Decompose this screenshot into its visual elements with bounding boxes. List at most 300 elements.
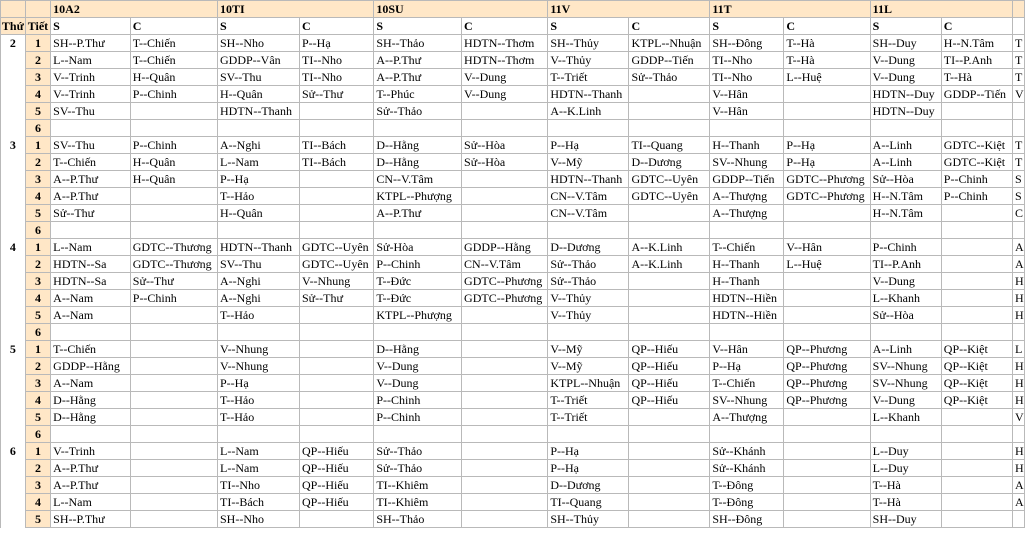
schedule-cell[interactable]: D--Hằng (374, 137, 462, 154)
schedule-cell[interactable] (629, 477, 710, 494)
schedule-cell[interactable]: A (1012, 239, 1024, 256)
schedule-cell[interactable]: H (1012, 460, 1024, 477)
schedule-cell[interactable]: H--Thanh (710, 273, 784, 290)
period-cell[interactable]: 3 (25, 69, 50, 86)
day-cell[interactable]: 4 (1, 239, 26, 256)
day-cell[interactable] (1, 273, 26, 290)
day-cell[interactable] (1, 358, 26, 375)
schedule-cell[interactable]: D--Hằng (374, 341, 462, 358)
session-header[interactable]: S (548, 18, 629, 35)
schedule-cell[interactable] (710, 120, 784, 137)
day-cell[interactable] (1, 69, 26, 86)
schedule-cell[interactable] (374, 324, 462, 341)
schedule-cell[interactable]: T--Hà (784, 52, 870, 69)
schedule-cell[interactable] (218, 426, 300, 443)
schedule-cell[interactable]: SV--Nhung (870, 358, 941, 375)
schedule-cell[interactable] (462, 222, 548, 239)
session-header[interactable]: S (218, 18, 300, 35)
schedule-cell[interactable] (629, 443, 710, 460)
day-cell[interactable] (1, 222, 26, 239)
period-cell[interactable]: 6 (25, 120, 50, 137)
period-cell[interactable]: 1 (25, 137, 50, 154)
schedule-cell[interactable]: T--Đức (374, 273, 462, 290)
period-cell[interactable]: 1 (25, 443, 50, 460)
schedule-cell[interactable] (300, 409, 374, 426)
schedule-cell[interactable]: L--Nam (51, 239, 131, 256)
schedule-cell[interactable]: GDDP--Vân (218, 52, 300, 69)
schedule-cell[interactable]: T--Chiến (51, 341, 131, 358)
schedule-cell[interactable]: V--Dung (462, 69, 548, 86)
schedule-cell[interactable]: S (1012, 171, 1024, 188)
schedule-cell[interactable]: TI--Bách (218, 494, 300, 511)
schedule-cell[interactable] (1012, 222, 1024, 239)
schedule-cell[interactable]: HDTN--Duy (870, 103, 941, 120)
schedule-cell[interactable]: A--Thượng (710, 205, 784, 222)
schedule-cell[interactable] (784, 273, 870, 290)
schedule-cell[interactable]: QP--Phương (784, 341, 870, 358)
session-header[interactable] (1012, 18, 1024, 35)
day-cell[interactable] (1, 409, 26, 426)
schedule-cell[interactable] (941, 205, 1012, 222)
schedule-cell[interactable] (462, 409, 548, 426)
schedule-cell[interactable] (629, 273, 710, 290)
schedule-cell[interactable]: T--Chiến (710, 239, 784, 256)
schedule-cell[interactable]: L--Huệ (784, 256, 870, 273)
day-cell[interactable] (1, 86, 26, 103)
schedule-cell[interactable] (629, 494, 710, 511)
day-cell[interactable] (1, 477, 26, 494)
tiet-header[interactable]: Tiết (25, 18, 50, 35)
period-cell[interactable]: 3 (25, 375, 50, 392)
schedule-cell[interactable]: QP--Hiếu (300, 494, 374, 511)
schedule-cell[interactable]: SH--Đông (710, 511, 784, 528)
schedule-cell[interactable] (462, 511, 548, 528)
schedule-cell[interactable] (870, 222, 941, 239)
schedule-cell[interactable]: L--Nam (218, 154, 300, 171)
schedule-cell[interactable] (300, 222, 374, 239)
schedule-cell[interactable] (130, 460, 217, 477)
schedule-cell[interactable]: TI--Nho (300, 69, 374, 86)
schedule-cell[interactable]: D--Hằng (51, 392, 131, 409)
schedule-cell[interactable]: H--N.Tâm (941, 35, 1012, 52)
schedule-cell[interactable]: Sử--Thảo (374, 460, 462, 477)
schedule-cell[interactable]: QP--Phương (784, 392, 870, 409)
schedule-cell[interactable] (710, 324, 784, 341)
schedule-cell[interactable] (300, 392, 374, 409)
schedule-cell[interactable]: GDDP--Tiến (941, 86, 1012, 103)
schedule-cell[interactable]: P--Hạ (784, 137, 870, 154)
session-header[interactable]: C (784, 18, 870, 35)
schedule-cell[interactable]: P--Hạ (548, 460, 629, 477)
schedule-cell[interactable]: HDTN--Sa (51, 273, 131, 290)
schedule-cell[interactable] (784, 120, 870, 137)
schedule-cell[interactable] (784, 443, 870, 460)
schedule-cell[interactable]: T--Hảo (218, 188, 300, 205)
day-cell[interactable] (1, 392, 26, 409)
day-cell[interactable]: 3 (1, 137, 26, 154)
schedule-cell[interactable] (300, 307, 374, 324)
schedule-cell[interactable] (374, 426, 462, 443)
schedule-cell[interactable]: L--Khanh (870, 290, 941, 307)
schedule-cell[interactable] (130, 120, 217, 137)
schedule-cell[interactable] (130, 426, 217, 443)
schedule-cell[interactable]: QP--Hiếu (300, 477, 374, 494)
schedule-cell[interactable]: TI--Quang (548, 494, 629, 511)
schedule-cell[interactable]: A--Linh (870, 137, 941, 154)
schedule-cell[interactable]: P--Chinh (870, 239, 941, 256)
day-cell[interactable]: 5 (1, 341, 26, 358)
schedule-cell[interactable]: P--Hạ (784, 154, 870, 171)
schedule-cell[interactable]: P--Hạ (548, 137, 629, 154)
schedule-cell[interactable]: GDDP--Tiến (629, 52, 710, 69)
schedule-cell[interactable]: T (1012, 69, 1024, 86)
schedule-cell[interactable]: T--Hà (870, 494, 941, 511)
schedule-cell[interactable]: SV--Thu (218, 256, 300, 273)
schedule-cell[interactable]: SH--Duy (870, 511, 941, 528)
schedule-cell[interactable] (130, 358, 217, 375)
schedule-cell[interactable] (629, 426, 710, 443)
schedule-cell[interactable] (629, 205, 710, 222)
schedule-cell[interactable]: V--Dung (870, 273, 941, 290)
schedule-cell[interactable]: TI--P.Anh (870, 256, 941, 273)
schedule-cell[interactable] (462, 392, 548, 409)
session-header[interactable]: C (300, 18, 374, 35)
schedule-cell[interactable]: L--Huệ (784, 69, 870, 86)
schedule-cell[interactable]: V--Trinh (51, 69, 131, 86)
period-cell[interactable]: 4 (25, 494, 50, 511)
schedule-cell[interactable] (629, 103, 710, 120)
schedule-cell[interactable] (941, 494, 1012, 511)
schedule-cell[interactable]: GDTC--Uyên (300, 256, 374, 273)
schedule-cell[interactable]: Sử--Thảo (374, 443, 462, 460)
schedule-cell[interactable]: D--Dương (629, 154, 710, 171)
period-cell[interactable]: 5 (25, 409, 50, 426)
schedule-cell[interactable] (300, 171, 374, 188)
schedule-cell[interactable]: KTPL--Phượng (374, 188, 462, 205)
schedule-cell[interactable]: TI--Nho (710, 69, 784, 86)
schedule-cell[interactable]: L--Nam (51, 494, 131, 511)
schedule-cell[interactable] (130, 188, 217, 205)
schedule-cell[interactable]: TI--P.Anh (941, 52, 1012, 69)
corner-cell[interactable] (25, 1, 50, 18)
schedule-cell[interactable]: QP--Kiệt (941, 375, 1012, 392)
schedule-cell[interactable]: V--Hân (710, 103, 784, 120)
day-cell[interactable]: 6 (1, 443, 26, 460)
schedule-cell[interactable]: H--Thanh (710, 137, 784, 154)
schedule-cell[interactable] (941, 443, 1012, 460)
schedule-cell[interactable] (51, 120, 131, 137)
schedule-cell[interactable]: P--Chinh (941, 188, 1012, 205)
schedule-cell[interactable]: CN--V.Tâm (374, 171, 462, 188)
schedule-cell[interactable] (784, 290, 870, 307)
schedule-cell[interactable] (629, 307, 710, 324)
schedule-cell[interactable]: GDTC--Phương (784, 188, 870, 205)
schedule-cell[interactable] (629, 324, 710, 341)
schedule-cell[interactable]: GDTC--Thương (130, 239, 217, 256)
schedule-cell[interactable]: D--Hằng (51, 409, 131, 426)
session-header[interactable]: S (374, 18, 462, 35)
schedule-cell[interactable] (462, 477, 548, 494)
schedule-cell[interactable] (870, 120, 941, 137)
schedule-cell[interactable] (218, 120, 300, 137)
day-cell[interactable] (1, 307, 26, 324)
schedule-cell[interactable] (629, 290, 710, 307)
schedule-cell[interactable]: T--Chiến (130, 35, 217, 52)
schedule-cell[interactable]: KTPL--Phượng (374, 307, 462, 324)
schedule-cell[interactable]: KTPL--Nhuận (548, 375, 629, 392)
session-header[interactable]: C (941, 18, 1012, 35)
schedule-cell[interactable] (1012, 324, 1024, 341)
schedule-cell[interactable]: T--Hà (941, 69, 1012, 86)
schedule-cell[interactable]: A--P.Thư (374, 69, 462, 86)
schedule-cell[interactable] (300, 324, 374, 341)
schedule-cell[interactable] (1012, 511, 1024, 528)
schedule-cell[interactable]: S (1012, 188, 1024, 205)
schedule-cell[interactable]: T--Hảo (218, 409, 300, 426)
schedule-cell[interactable] (784, 222, 870, 239)
schedule-cell[interactable] (130, 375, 217, 392)
schedule-cell[interactable]: P--Hạ (710, 358, 784, 375)
schedule-cell[interactable] (784, 324, 870, 341)
schedule-cell[interactable]: V--Hân (784, 239, 870, 256)
schedule-cell[interactable]: A--Linh (870, 154, 941, 171)
schedule-cell[interactable]: T--Đông (710, 494, 784, 511)
schedule-cell[interactable] (870, 324, 941, 341)
schedule-cell[interactable]: A (1012, 494, 1024, 511)
day-cell[interactable] (1, 205, 26, 222)
schedule-cell[interactable]: P--Hạ (300, 35, 374, 52)
schedule-cell[interactable]: A--P.Thư (374, 205, 462, 222)
schedule-cell[interactable]: SV--Thu (51, 103, 131, 120)
schedule-cell[interactable]: T (1012, 137, 1024, 154)
schedule-cell[interactable] (941, 426, 1012, 443)
period-cell[interactable]: 2 (25, 154, 50, 171)
schedule-cell[interactable]: P--Hạ (218, 375, 300, 392)
schedule-cell[interactable]: HDTN--Thanh (218, 239, 300, 256)
schedule-cell[interactable]: HDTN--Thơm (462, 35, 548, 52)
schedule-cell[interactable]: GDTC--Phương (462, 273, 548, 290)
period-cell[interactable]: 4 (25, 392, 50, 409)
schedule-cell[interactable]: V--Dung (462, 86, 548, 103)
schedule-cell[interactable]: A--P.Thư (51, 477, 131, 494)
schedule-cell[interactable]: T--Phúc (374, 86, 462, 103)
schedule-cell[interactable] (548, 324, 629, 341)
period-cell[interactable]: 6 (25, 222, 50, 239)
day-cell[interactable] (1, 120, 26, 137)
schedule-cell[interactable]: H--Quân (130, 154, 217, 171)
schedule-cell[interactable] (629, 460, 710, 477)
schedule-cell[interactable]: T (1012, 52, 1024, 69)
schedule-cell[interactable]: D--Hằng (374, 154, 462, 171)
session-header[interactable]: S (51, 18, 131, 35)
period-cell[interactable]: 4 (25, 290, 50, 307)
schedule-cell[interactable]: HDTN--Hiền (710, 290, 784, 307)
schedule-cell[interactable] (784, 205, 870, 222)
schedule-cell[interactable]: GDDP--Tiến (710, 171, 784, 188)
schedule-cell[interactable] (548, 222, 629, 239)
schedule-cell[interactable] (784, 460, 870, 477)
schedule-cell[interactable]: QP--Phương (784, 375, 870, 392)
schedule-cell[interactable]: L--Nam (218, 460, 300, 477)
schedule-cell[interactable] (941, 222, 1012, 239)
schedule-cell[interactable] (629, 120, 710, 137)
schedule-cell[interactable]: GDTC--Phương (462, 290, 548, 307)
schedule-cell[interactable]: Sử--Thảo (548, 273, 629, 290)
schedule-cell[interactable]: V--Dung (870, 69, 941, 86)
schedule-cell[interactable]: Sử--Thảo (374, 103, 462, 120)
schedule-cell[interactable]: T--Triết (548, 69, 629, 86)
schedule-cell[interactable]: Sử--Hòa (870, 307, 941, 324)
schedule-cell[interactable]: Sử-Hòa (374, 239, 462, 256)
schedule-cell[interactable] (300, 103, 374, 120)
period-cell[interactable]: 5 (25, 307, 50, 324)
schedule-cell[interactable]: V--Dung (374, 375, 462, 392)
day-cell[interactable] (1, 494, 26, 511)
schedule-cell[interactable]: H (1012, 290, 1024, 307)
schedule-cell[interactable]: SV--Nhung (870, 375, 941, 392)
schedule-cell[interactable]: L--Duy (870, 443, 941, 460)
schedule-cell[interactable]: L--Khanh (870, 409, 941, 426)
schedule-cell[interactable]: T--Đông (710, 477, 784, 494)
schedule-cell[interactable]: V (1012, 86, 1024, 103)
schedule-cell[interactable] (462, 375, 548, 392)
schedule-cell[interactable]: A--P.Thư (51, 188, 131, 205)
period-cell[interactable]: 5 (25, 205, 50, 222)
day-cell[interactable] (1, 375, 26, 392)
schedule-cell[interactable] (130, 307, 217, 324)
thu-header[interactable]: Thứ (1, 19, 24, 33)
schedule-cell[interactable] (1012, 120, 1024, 137)
schedule-cell[interactable] (462, 103, 548, 120)
schedule-cell[interactable] (941, 307, 1012, 324)
schedule-cell[interactable] (710, 426, 784, 443)
schedule-cell[interactable]: V--Thủy (548, 52, 629, 69)
schedule-cell[interactable]: H (1012, 392, 1024, 409)
schedule-cell[interactable]: SH--Duy (870, 35, 941, 52)
schedule-cell[interactable]: T (1012, 35, 1024, 52)
schedule-cell[interactable] (784, 511, 870, 528)
schedule-cell[interactable]: GDDP--Hằng (462, 239, 548, 256)
day-cell[interactable] (1, 171, 26, 188)
schedule-cell[interactable] (941, 273, 1012, 290)
schedule-cell[interactable]: H (1012, 358, 1024, 375)
schedule-cell[interactable]: HDTN--Thơm (462, 52, 548, 69)
schedule-cell[interactable]: T--Chiến (130, 52, 217, 69)
schedule-cell[interactable] (462, 494, 548, 511)
schedule-cell[interactable]: D--Dương (548, 477, 629, 494)
schedule-cell[interactable] (130, 103, 217, 120)
schedule-cell[interactable]: A--K.Linh (629, 239, 710, 256)
period-cell[interactable]: 1 (25, 341, 50, 358)
schedule-cell[interactable]: V--Nhung (300, 273, 374, 290)
schedule-cell[interactable]: SH--Thủy (548, 511, 629, 528)
schedule-cell[interactable] (51, 222, 131, 239)
schedule-cell[interactable]: H--Quân (218, 205, 300, 222)
day-cell[interactable] (1, 426, 26, 443)
schedule-cell[interactable]: GDTC--Uyên (629, 171, 710, 188)
schedule-cell[interactable]: SH--Nho (218, 511, 300, 528)
schedule-cell[interactable] (462, 324, 548, 341)
schedule-cell[interactable]: P--Chinh (941, 171, 1012, 188)
schedule-cell[interactable]: H--Quân (130, 69, 217, 86)
day-cell[interactable] (1, 324, 26, 341)
schedule-cell[interactable] (462, 358, 548, 375)
schedule-cell[interactable] (870, 426, 941, 443)
schedule-cell[interactable]: SV--Thu (218, 69, 300, 86)
schedule-cell[interactable]: V--Dung (870, 392, 941, 409)
period-cell[interactable]: 2 (25, 256, 50, 273)
schedule-cell[interactable]: A--K.Linh (629, 256, 710, 273)
schedule-cell[interactable]: L--Nam (51, 52, 131, 69)
schedule-cell[interactable]: A--Thượng (710, 409, 784, 426)
schedule-cell[interactable]: HDTN--Thanh (548, 86, 629, 103)
day-cell[interactable] (1, 52, 26, 69)
schedule-cell[interactable]: QP--Hiếu (629, 392, 710, 409)
schedule-cell[interactable]: QP--Kiệt (941, 392, 1012, 409)
schedule-cell[interactable] (784, 477, 870, 494)
schedule-cell[interactable] (941, 103, 1012, 120)
schedule-cell[interactable]: SH--Thủy (548, 35, 629, 52)
schedule-cell[interactable]: H--Quân (218, 86, 300, 103)
schedule-cell[interactable]: CN--V.Tâm (462, 256, 548, 273)
schedule-cell[interactable]: Sử--Thảo (548, 256, 629, 273)
schedule-cell[interactable] (784, 103, 870, 120)
class-header[interactable]: 10TI (218, 1, 374, 18)
day-cell[interactable] (1, 460, 26, 477)
schedule-cell[interactable] (462, 120, 548, 137)
schedule-cell[interactable] (462, 443, 548, 460)
class-header[interactable]: 10SU (374, 1, 548, 18)
schedule-cell[interactable]: A--Nghi (218, 137, 300, 154)
schedule-cell[interactable] (941, 120, 1012, 137)
day-cell[interactable] (1, 154, 26, 171)
schedule-cell[interactable] (218, 222, 300, 239)
schedule-cell[interactable]: HDTN--Hiền (710, 307, 784, 324)
schedule-cell[interactable]: H (1012, 273, 1024, 290)
schedule-cell[interactable] (941, 460, 1012, 477)
schedule-cell[interactable]: SV--Nhung (710, 392, 784, 409)
schedule-cell[interactable] (784, 307, 870, 324)
schedule-cell[interactable]: T--Triết (548, 392, 629, 409)
schedule-cell[interactable]: D--Dương (548, 239, 629, 256)
schedule-cell[interactable] (462, 307, 548, 324)
period-cell[interactable]: 1 (25, 35, 50, 52)
schedule-cell[interactable] (300, 375, 374, 392)
schedule-cell[interactable]: H--N.Tâm (870, 205, 941, 222)
period-cell[interactable]: 5 (25, 511, 50, 528)
period-cell[interactable]: 3 (25, 273, 50, 290)
day-cell[interactable] (1, 511, 26, 528)
schedule-cell[interactable]: GDTC--Phương (784, 171, 870, 188)
schedule-cell[interactable]: GDDP--Hằng (51, 358, 131, 375)
schedule-cell[interactable]: Sử--Thảo (629, 69, 710, 86)
schedule-cell[interactable] (629, 86, 710, 103)
schedule-cell[interactable] (130, 222, 217, 239)
schedule-cell[interactable]: T--Chiến (51, 154, 131, 171)
schedule-cell[interactable]: P--Hạ (548, 443, 629, 460)
schedule-cell[interactable]: CN--V.Tâm (548, 205, 629, 222)
schedule-cell[interactable]: V--Mỹ (548, 341, 629, 358)
period-cell[interactable]: 2 (25, 460, 50, 477)
schedule-cell[interactable]: P--Chinh (374, 409, 462, 426)
schedule-cell[interactable] (130, 341, 217, 358)
schedule-cell[interactable]: V--Mỹ (548, 358, 629, 375)
schedule-cell[interactable]: QP--Hiếu (629, 375, 710, 392)
schedule-cell[interactable]: TI--Khiêm (374, 477, 462, 494)
schedule-cell[interactable] (629, 409, 710, 426)
schedule-cell[interactable]: Sử--Hòa (870, 171, 941, 188)
schedule-cell[interactable]: HDTN--Sa (51, 256, 131, 273)
